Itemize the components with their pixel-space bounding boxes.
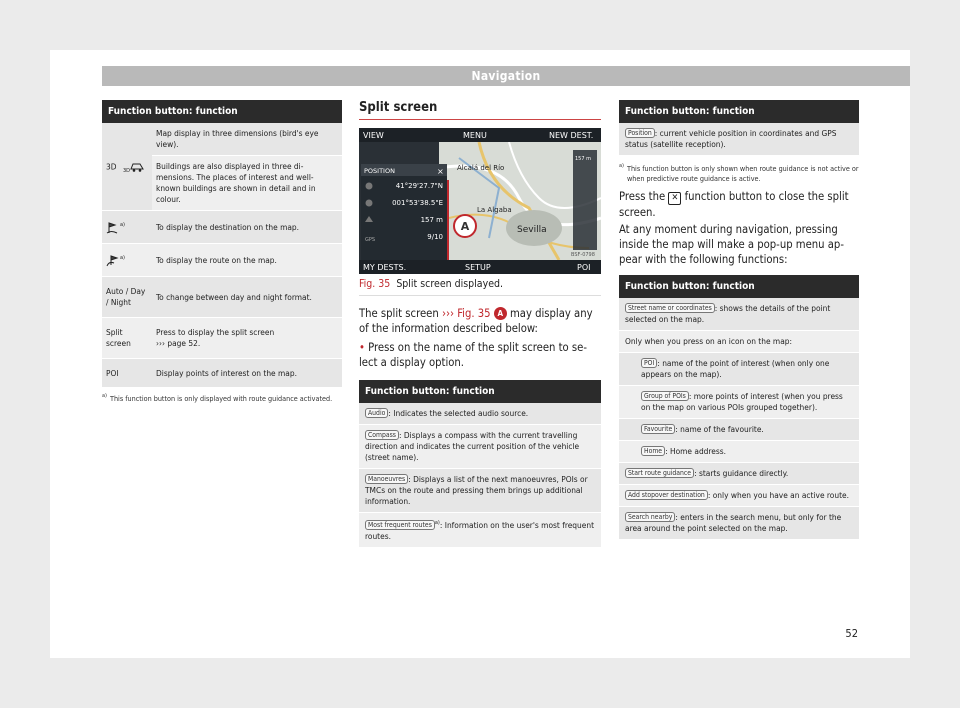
home-button[interactable]: Home [641, 446, 665, 456]
column-left [102, 100, 342, 404]
satellites: 9/10 [427, 233, 443, 241]
position-panel-title: POSITION [364, 167, 395, 175]
row-frequent-routes: Most frequent routes $^{a)}$: Information on the user's most frequent routes. [359, 513, 601, 548]
manoeuvres-button[interactable]: Manoeuvres [365, 474, 408, 484]
key-3d: 3D 3D [102, 123, 152, 211]
poi-button[interactable]: POI [641, 358, 657, 368]
position-button[interactable]: Position [625, 128, 655, 138]
favourite-button[interactable]: Favourite [641, 424, 675, 434]
table-header-3: Function button: function [619, 100, 859, 123]
figure-35 [359, 128, 601, 274]
footnote-right: a) This function button is only shown when route guidance is not active or when predictive route guidance is active. [619, 163, 859, 183]
nav-screen-illustration [359, 128, 601, 274]
search-nearby-button[interactable]: Search nearby [625, 512, 675, 522]
destination-flag-icon [106, 222, 120, 234]
menu-label: MENU [463, 131, 487, 140]
table-header-4: Function button: function [619, 275, 859, 298]
scale-label: 157 m [575, 156, 592, 162]
column-middle [359, 100, 601, 548]
table-header-2: Function button: function [359, 380, 601, 403]
row-compass: Compass : Displays a compass with the current travelling direction and indicates the current position of the vehicle (street name). [359, 425, 601, 469]
key-auto-day-night: Auto / Day / Night [102, 277, 152, 318]
row-add-stopover: Add stopover destination : only when you have an active route. [619, 485, 859, 507]
key-poi: POI [102, 359, 152, 388]
poi-label: POI [577, 263, 591, 272]
desc-split-screen: Press to display the split screen ››› page 52. [152, 318, 342, 359]
popup-paragraph: At any moment during navigation, pressing inside the map will make a pop-up menu appear with the following functions: [619, 223, 844, 266]
frequent-routes-button[interactable]: Most frequent routes [365, 520, 435, 530]
page-number: 52 [845, 627, 858, 640]
close-icon: ✕ [668, 192, 681, 205]
row-audio: Audio : Indicates the selected audio source. [359, 403, 601, 425]
row-street-name: Street name or coordinates : shows the details of the point selected on the map. [619, 298, 859, 331]
audio-button[interactable]: Audio [365, 408, 388, 418]
bullet-item: • Press on the name of the split screen to select a display option. [359, 341, 587, 369]
place-sevilla: Sevilla [517, 225, 547, 235]
view-label: VIEW [363, 131, 384, 140]
start-guidance-button[interactable]: Start route guidance [625, 468, 694, 478]
longitude: 001°53'38.5"E [392, 199, 443, 207]
altitude: 157 m [420, 216, 443, 224]
key-destination: a) [102, 211, 152, 244]
gps-label: GPS [365, 237, 376, 243]
row-group-pois: Group of POIs : more points of interest (when you press on the map on various POIs grouped together). [619, 386, 859, 419]
footnote: a) This function button is only displayed with route guidance activated. [102, 393, 333, 403]
svg-text:×: × [437, 167, 444, 176]
my-dests-label: MY DESTS. [363, 263, 407, 272]
page-ref-link[interactable]: ››› page 52. [156, 338, 201, 348]
svg-text:3D: 3D [122, 167, 130, 173]
row-manoeuvres: Manoeuvres : Displays a list of the next manoeuvres, POIs or TMCs on the route and pressing them brings up additional information. [359, 469, 601, 513]
add-stopover-button[interactable]: Add stopover destination [625, 490, 708, 500]
figure-caption: Fig. 35 Split screen displayed. [359, 278, 503, 290]
callout-a-inline: A [494, 307, 507, 320]
place-alcala: Alcalá del Río [457, 164, 505, 172]
group-pois-button[interactable]: Group of POIs [641, 391, 689, 401]
intro-paragraph: The split screen ››› Fig. 35 A may display any of the information described below: [359, 307, 593, 335]
row-search-nearby: Search nearby : enters in the search menu, but only for the area around the point selected on the map. [619, 507, 859, 540]
column-right [619, 100, 859, 540]
desc-auto-day-night: To change between day and night format. [152, 277, 342, 318]
route-flag-icon [106, 255, 120, 267]
table-header: Function button: function [102, 100, 342, 123]
close-paragraph: Press the ✕ function button to close the split screen. [619, 190, 849, 219]
row-position: Position : current vehicle position in coordinates and GPS status (satellite reception). [619, 123, 859, 156]
fig-ref-link[interactable]: ››› Fig. 35 [441, 307, 491, 320]
key-split-screen: Split screen [102, 318, 152, 359]
row-icon-note: Only when you press on an icon on the map: [619, 331, 859, 353]
function-table-1 [102, 123, 342, 388]
key-route: a) [102, 244, 152, 277]
row-start-guidance: Start route guidance : starts guidance directly. [619, 463, 859, 485]
desc-3d-1: Map display in three dimensions (bird's eye view). [152, 123, 342, 156]
row-home: Home : Home address. [619, 441, 859, 463]
compass-button[interactable]: Compass [365, 430, 399, 440]
new-dest-label: NEW DEST. [549, 131, 594, 140]
desc-destination: To display the destination on the map. [152, 211, 342, 244]
chapter-header: Navigation [102, 66, 910, 86]
page [50, 50, 910, 658]
desc-route: To display the route on the map. [152, 244, 342, 277]
street-name-button[interactable]: Street name or coordinates [625, 303, 715, 313]
3d-car-icon [123, 161, 145, 173]
row-poi: POI : name of the point of interest (when only one appears on the map). [619, 353, 859, 386]
setup-label: SETUP [465, 263, 491, 272]
section-title: Split screen [359, 100, 601, 120]
place-algaba: La Algaba [477, 206, 512, 214]
desc-poi: Display points of interest on the map. [152, 359, 342, 388]
figure-code: BSF-0798 [571, 252, 595, 258]
callout-a: A [460, 220, 470, 233]
latitude: 41°29'27.7"N [395, 182, 443, 190]
desc-3d-2: Buildings are also displayed in three dimensions. The places of interest and well-known buildings are shown in detail and in colour. [152, 156, 342, 211]
row-favourite: Favourite : name of the favourite. [619, 419, 859, 441]
